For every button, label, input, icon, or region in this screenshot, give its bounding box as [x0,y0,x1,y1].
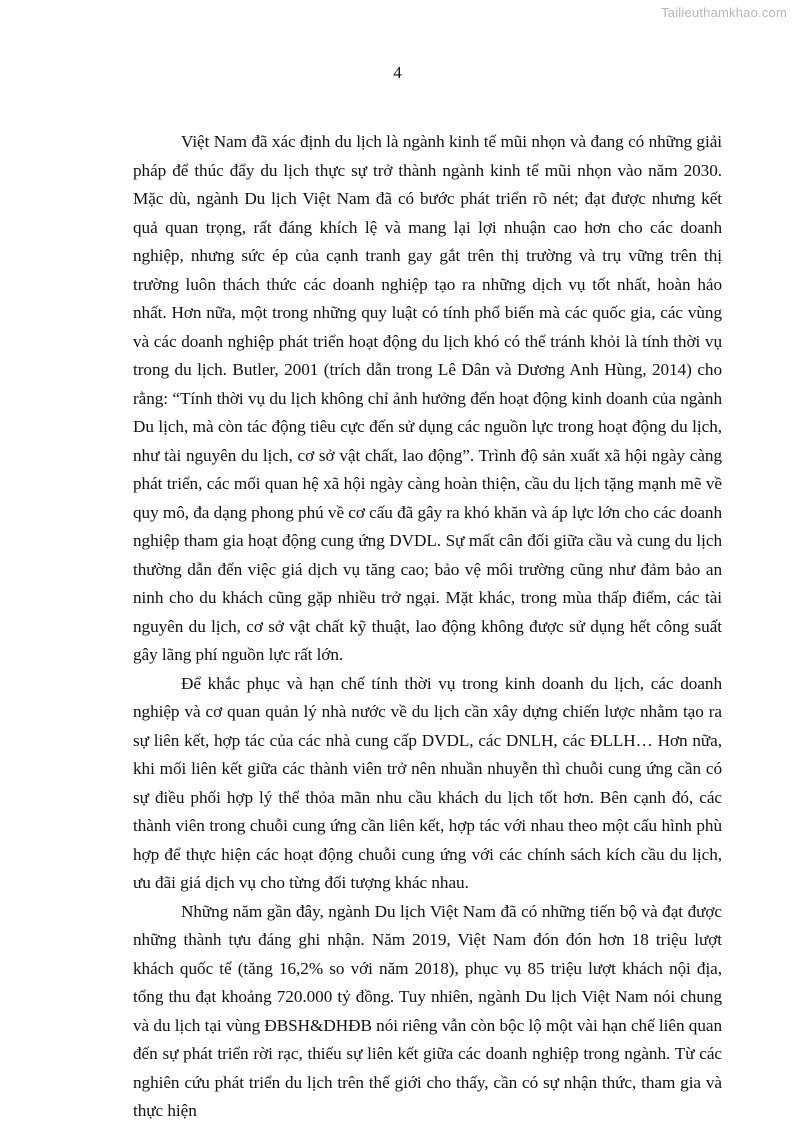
paragraph: Những năm gần đây, ngành Du lịch Việt Nam đã có những tiến bộ và đạt được những thành tựu đáng ghi nhận. Năm 2019, Việt Nam đón đón hơn 18 triệu lượt khách quốc tế (tăng 16,2% so với năm 2018), phục vụ 85 triệu lượt khách nội địa, tổng thu đạt khoảng 720.000 tỷ đồng. Tuy nhiên, ngành Du lịch Việt Nam nói chung và du lịch tại vùng ĐBSH&DHĐB nói riêng vẫn còn bộc lộ một vài hạn chế liên quan đến sự phát triển rời rạc, thiếu sự liên kết giữa các doanh nghiệp trong ngành. Từ các nghiên cứu phát triển du lịch trên thế giới cho thấy, cần có sự nhận thức, tham gia và thực hiện [133,901,722,1120]
document-body [133,128,722,1126]
page-number: 4 [393,63,402,82]
paragraph: Để khắc phục và hạn chế tính thời vụ trong kinh doanh du lịch, các doanh nghiệp và cơ quan quản lý nhà nước về du lịch cần xây dựng chiến lược nhằm tạo ra sự liên kết, hợp tác của các nhà cung cấp DVDL, các DNLH, các ĐLLH… Hơn nữa, khi mối liên kết giữa các thành viên trở nên nhuần nhuyễn thì chuỗi cung ứng cần có sự điều phối hợp lý thể thỏa mãn nhu cầu khách du lịch tốt hơn. Bên cạnh đó, các thành viên trong chuỗi cung ứng cần liên kết, hợp tác với nhau theo một cấu hình phù hợp để thực hiện các hoạt động chuỗi cung ứng với các chính sách kích cầu du lịch, ưu đãi giá dịch vụ cho từng đối tượng khác nhau. [133,673,722,892]
watermark: Tailieuthamkhao.com [661,5,787,20]
paragraph: Việt Nam đã xác định du lịch là ngành kinh tế mũi nhọn và đang có những giải pháp để thúc đẩy du lịch thực sự trở thành ngành kinh tế mũi nhọn vào năm 2030. Mặc dù, ngành Du lịch Việt Nam đã có bước phát triển rõ nét; đạt được nhưng kết quả quan trọng, rất đáng khích lệ và mang lại lợi nhuận cao hơn cho các doanh nghiệp, nhưng sức ép của cạnh tranh gay gắt trên thị trường và trụ vững trên thị trường luôn thách thức các doanh nghiệp tạo ra những dịch vụ tốt nhất, hoàn hảo nhất. Hơn nữa, một trong những quy luật có tính phổ biến mà các quốc gia, các vùng và các doanh nghiệp phát triển hoạt động du lịch khó có thể tránh khỏi là tính thời vụ trong du lịch. Butler, 2001 (trích dẫn trong Lê Dân và Dương Anh Hùng, 2014) cho rằng: “Tính thời vụ du lịch không chỉ ảnh hưởng đến hoạt động kinh doanh của ngành Du lịch, mà còn tác động tiêu cực đến sử dụng các nguồn lực trong hoạt động du lịch, như tài nguyên du lịch, cơ sở vật chất, lao động”. Trình độ sản xuất xã hội ngày càng phát triển, các mối quan hệ xã hội ngày càng hoàn thiện, cầu du lịch tặng mạnh mẽ về quy mô, đa dạng phong phú về cơ cấu đã gây ra khó khăn và áp lực lớn cho các doanh nghiệp tham gia hoạt động cung ứng DVDL. Sự mất cân đối giữa cầu và cung du lịch thường dẫn đến việc giá dịch vụ tăng cao; bảo vệ môi trường cũng như đảm bảo an ninh cho du khách cũng gặp nhiều trở ngại. Mặt khác, trong mùa thấp điểm, các tài nguyên du lịch, cơ sở vật chất kỹ thuật, lao động không được sử dụng hết công suất gây lãng phí nguồn lực rất lớn. [133,132,722,664]
